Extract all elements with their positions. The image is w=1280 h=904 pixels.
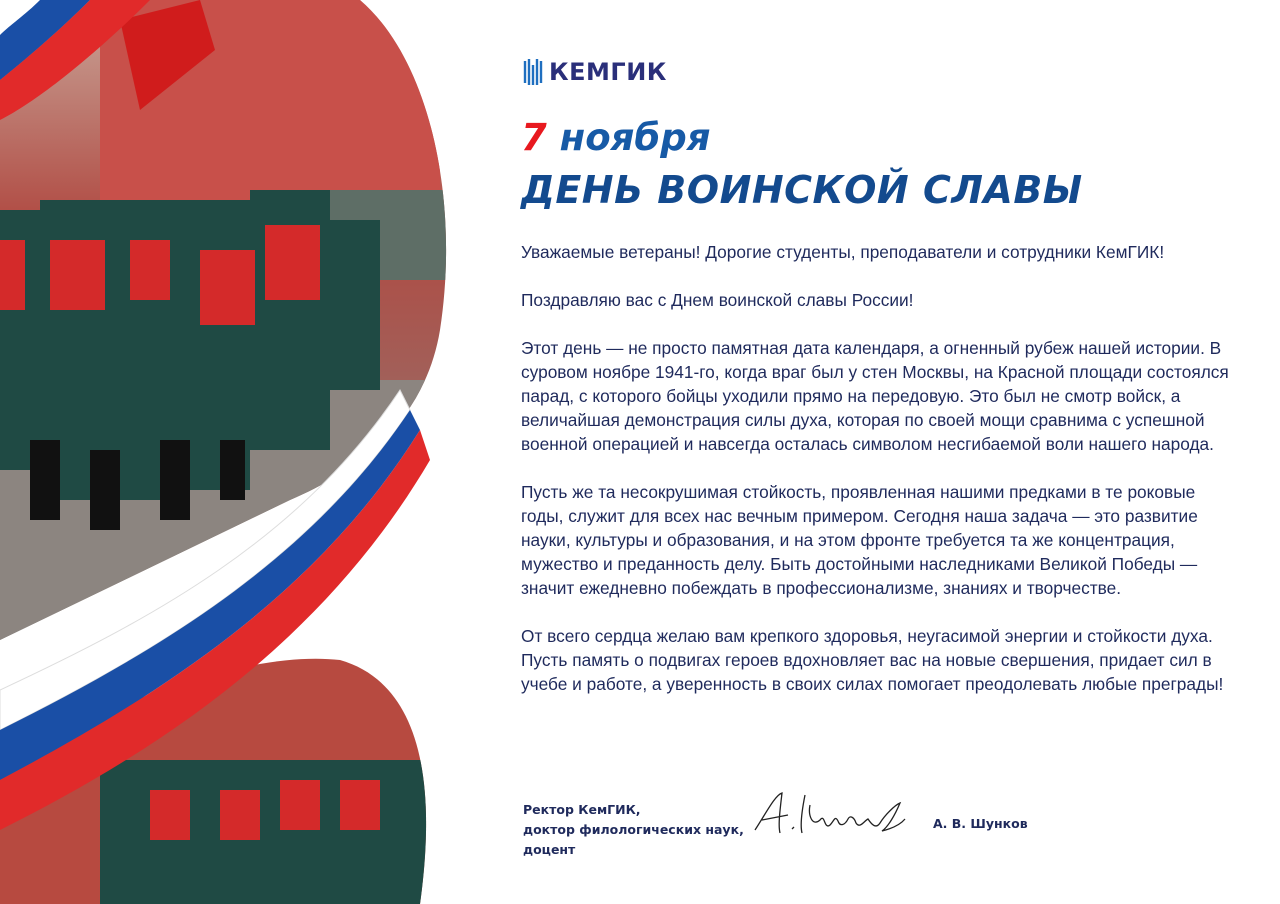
- signatory-name: А. В. Шунков: [933, 816, 1028, 831]
- greeting-paragraph: Этот день — не просто памятная дата календаря, а огненный рубеж нашей истории. В суровом ноябре 1941-го, когда враг был у стен Москвы, на Красной площади состоялся парад, с которого бойцы уходили прямо на передовую. Это был не смотр войск, а величайшая демонстрация силы духа, которая по своей мощи сравнима с успешной военной операцией и навсегда осталась символом несгибаемой воли нашего народа.: [521, 338, 1229, 454]
- position-line: доктор филологических наук,: [523, 822, 744, 837]
- greeting-body: [521, 240, 1236, 720]
- handwritten-signature: [750, 785, 910, 845]
- greeting-paragraph: Поздравляю вас с Днем воинской славы России!: [521, 290, 914, 310]
- position-line: Ректор КемГИК,: [523, 802, 641, 817]
- greeting-paragraph: Пусть же та несокрушимая стойкость, проявленная нашими предками в те роковые годы, служит для всех нас вечным примером. Сегодня наша задача — это развитие науки, культуры и образования, и на этом фронте требуется та же концентрация, мужество и преданность делу. Быть достойными наследниками Великой Победы — значит ежедневно побеждать в профессионализме, знаниях и творчестве.: [521, 482, 1198, 598]
- parade-photo-collage: [0, 0, 460, 904]
- date-month: ноября: [559, 116, 711, 159]
- kemgik-logo-icon: [523, 57, 543, 87]
- headline: ДЕНЬ ВОИНСКОЙ СЛАВЫ: [521, 168, 1083, 212]
- date-title: [521, 116, 710, 159]
- signatory-position: [523, 800, 744, 860]
- date-day: 7: [521, 116, 547, 159]
- kemgik-logo: [523, 57, 667, 87]
- greeting-paragraph: Уважаемые ветераны! Дорогие студенты, преподаватели и сотрудники КемГИК!: [521, 242, 1165, 262]
- greeting-paragraph: От всего сердца желаю вам крепкого здоровья, неугасимой энергии и стойкости духа. Пусть память о подвигах героев вдохновляет вас на новые свершения, придает сил в учебе и работе, а уверенность в своих силах помогает преодолевать любые преграды!: [521, 626, 1224, 694]
- logo-text: КЕМГИК: [549, 58, 667, 86]
- position-line: доцент: [523, 842, 576, 857]
- top-parade-photo: [0, 0, 460, 640]
